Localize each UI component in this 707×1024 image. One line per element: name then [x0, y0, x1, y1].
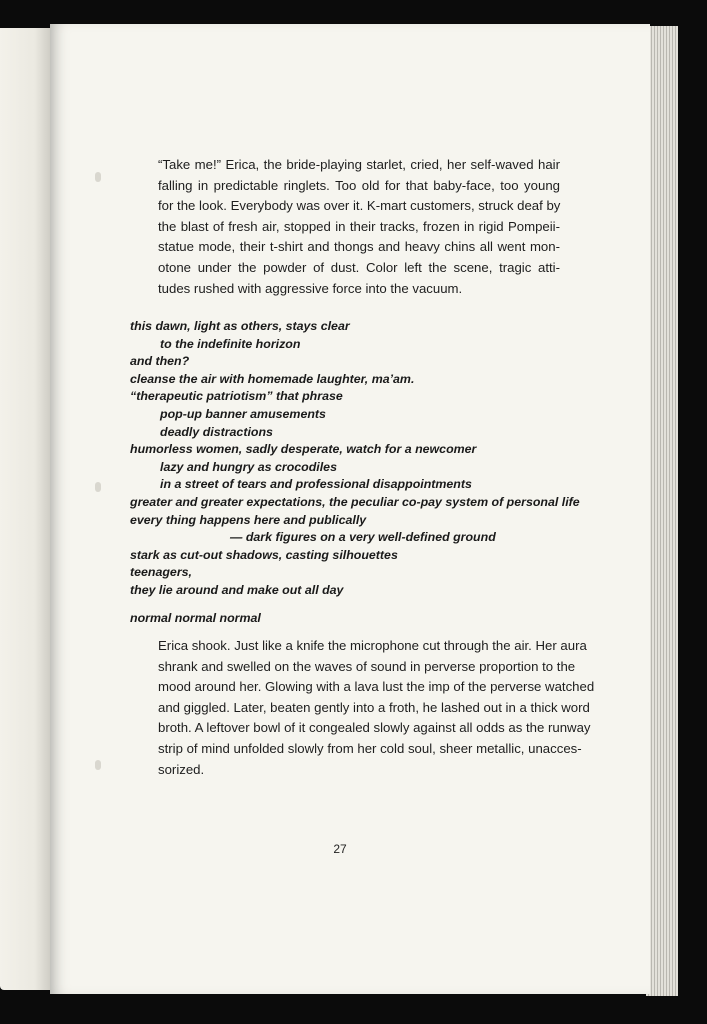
- poem-line: in a street of tears and professional disappointments: [160, 477, 472, 492]
- poem: [130, 318, 580, 627]
- prose-line: falling in predictable ringlets. Too old for that baby-face, too young: [158, 177, 560, 193]
- poem-line: stark as cut-out shadows, casting silhouettes: [130, 547, 398, 562]
- poem-line: teenagers,: [130, 565, 192, 580]
- binding-mark: [95, 760, 101, 770]
- prose-line: shrank and swelled on the waves of sound in perverse proportion to the: [158, 658, 576, 674]
- poem-line: pop-up banner amusements: [160, 406, 326, 421]
- poem-line: normal normal normal: [130, 610, 261, 625]
- facing-page-edge: [0, 28, 50, 990]
- poem-line: cleanse the air with homemade laughter, ma’am.: [130, 371, 415, 386]
- poem-line: “therapeutic patriotism” that phrase: [130, 389, 343, 404]
- prose-line: and giggled. Later, beaten gently into a froth, he lashed out in a thick word: [158, 699, 590, 715]
- binding-mark: [95, 482, 101, 492]
- prose-line: for the look. Everybody was over it. K-mart customers, struck deaf by: [158, 198, 561, 214]
- page-stack-edge: [646, 26, 678, 996]
- prose-line: broth. A leftover bowl of it congealed slowly against all odds as the runway: [158, 720, 591, 736]
- prose-line: mood around her. Glowing with a lava lust the imp of the perverse watched: [158, 679, 595, 695]
- poem-line: every thing happens here and publically: [130, 512, 367, 527]
- prose-line: statue mode, their t-shirt and thongs and heavy chins all went mon-: [158, 239, 560, 255]
- prose-line: strip of mind unfolded slowly from her cold soul, sheer metallic, unacces-: [158, 740, 582, 756]
- book-page: [50, 24, 650, 994]
- poem-line: to the indefinite horizon: [160, 336, 301, 351]
- prose-paragraph-1: [158, 155, 560, 299]
- poem-line: — dark figures on a very well-defined ground: [230, 530, 496, 545]
- prose-line: “Take me!” Erica, the bride-playing starlet, cried, her self-waved hair: [158, 157, 560, 172]
- prose-line: sorized.: [158, 761, 205, 777]
- page-number: 27: [333, 842, 347, 856]
- poem-line: deadly distractions: [160, 424, 273, 439]
- poem-line: this dawn, light as others, stays clear: [130, 319, 350, 333]
- prose-line: the blast of fresh air, stopped in their tracks, frozen in rigid Pompeii-: [158, 218, 560, 234]
- binding-mark: [95, 172, 101, 182]
- poem-line: humorless women, sadly desperate, watch for a newcomer: [130, 442, 477, 457]
- prose-paragraph-2: [158, 636, 595, 780]
- prose-line: tudes rushed with aggressive force into the vacuum.: [158, 280, 463, 296]
- poem-line: they lie around and make out all day: [130, 582, 344, 597]
- prose-line: otone under the powder of dust. Color left the scene, tragic atti-: [158, 259, 560, 275]
- poem-line: and then?: [130, 354, 190, 369]
- poem-line: lazy and hungry as crocodiles: [160, 459, 337, 474]
- poem-line: greater and greater expectations, the peculiar co-pay system of personal life: [130, 494, 580, 509]
- prose-line: Erica shook. Just like a knife the microphone cut through the air. Her aura: [158, 638, 587, 653]
